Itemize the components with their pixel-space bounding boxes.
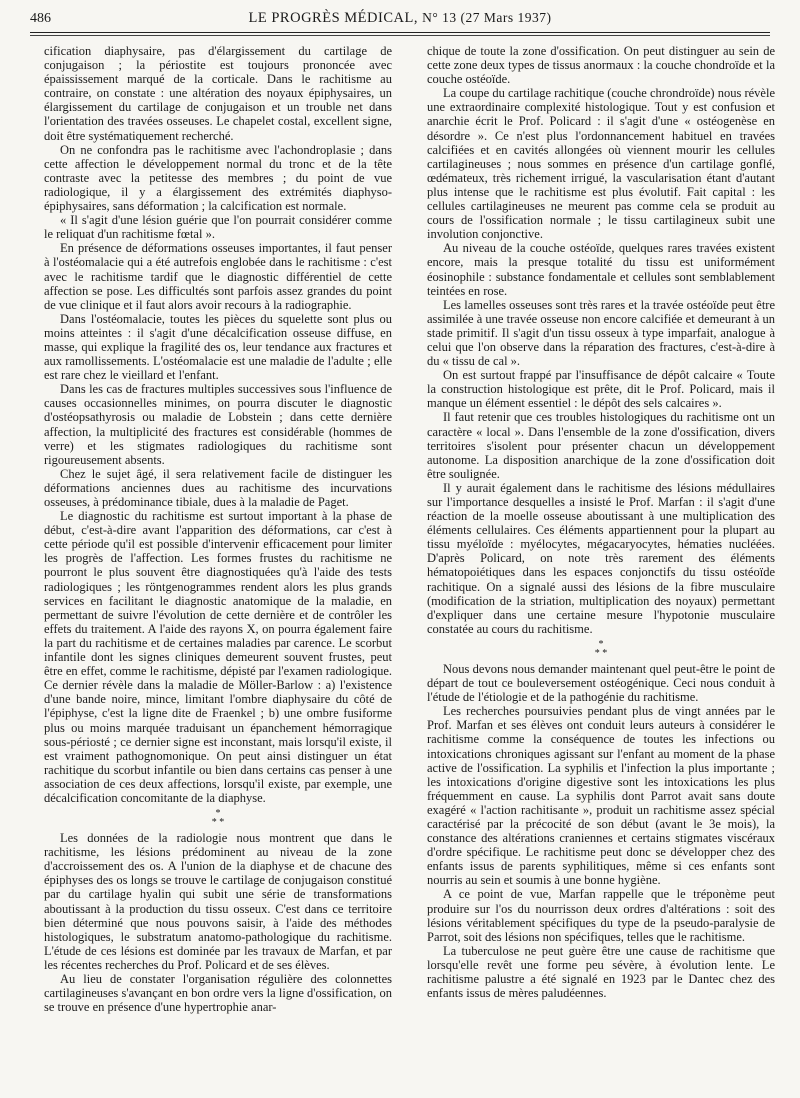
paragraph: Au lieu de constater l'organisation régulière des colonnettes cartilagineuses s'avançant en bon ordre vers la ligne d'ossification, on se trouve en présence d'une hypertrophie anar- bbox=[44, 972, 392, 1015]
section-separator: * * * bbox=[594, 638, 608, 659]
paragraph: Chez le sujet âgé, il sera relativement facile de distinguer les déformations anciennes dues au rachitisme des incurvations osseuses, à prédominance tibiale, dues à la maladie de Paget. bbox=[44, 466, 392, 509]
issue-info: N° 13 (27 Mars 1937) bbox=[422, 10, 552, 25]
paragraph: Au niveau de la couche ostéoïde, quelques rares travées existent encore, mais la presque totalité du tissu est uniformément éosinophile : substance fondamentale et cellules sont semblablement teintées en rose. bbox=[427, 241, 775, 298]
paragraph: Il y aurait également dans le rachitisme des lésions médullaires sur l'importance desquelles a insisté le Prof. Marfan : il s'agit d'une réaction de la moelle osseuse aboutissant à une multiplication des éléments cellulaires. Ces éléments appartiennent pour la plupart au tissu myéloïde : myélocytes, mégacaryocytes, hématies nucléées. D'après Policard, on note très rarement des éléments hématopoiétiques dans les espaces conjonctifs du tissu ostéoïde rachitique. On a signalé aussi des lésions de la fibre musculaire (modification de la striation, multiplication des noyaux) permettant d'expliquer dans une certaine mesure l'hypotonie musculaire constatée au cours du rachitisme. bbox=[427, 480, 775, 636]
paragraph: Les recherches poursuivies pendant plus de vingt années par le Prof. Marfan et ses élèves ont conduit leurs auteurs à considérer le rachitisme comme la conséquence de toutes les infections ou intoxications chroniques agissant sur l'enfant au moment de la phase active de l'ossification. La syphilis et l'infection la plus importante ; les intoxications d'origine digestive sont les intoxications les plus fréquemment en cause. La syphilis dont Parrot avait sans doute exagéré « l'action rachitisante », produit un rachitisme assez spécial caractérisé par la précocité de son début (avant le 3e mois), la constance des altérations craniennes et certains stigmates viscéraux d'ordre spécifique. Le rachitisme peut donc se développer chez des enfants issus de parents syphilitiques, même si ces enfants sont nourris au sein et soumis à une bonne hygiène. bbox=[427, 704, 775, 888]
paragraph: La coupe du cartilage rachitique (couche chrondroïde) nous révèle une extraordinaire complexité histologique. Tout y est confusion et anarchie écrit le Prof. Policard : il s'agit d'une « ostéogenèse en désordre ». Ce n'est plus l'ordonnancement habituel en travées calcifiées et en cavités allongées où viennent mourir les cellules cartilagineuses ; nous sommes en présence d'un cartilage gonflé, œdémateux, très richement irrigué, la vascularisation étant d'autant plus intense que le rachitisme est plus évolutif. Fait capital : les cellules cartilagineuses ne meurent pas comme cela se produit au cours de l'ossification normale ; le tissu cartilagineux subit une involution conjonctive. bbox=[427, 86, 775, 242]
paragraph: chique de toute la zone d'ossification. On peut distinguer au sein de cette zone deux types de tissus anormaux : la couche chondroïde et la couche ostéoïde. bbox=[427, 44, 775, 87]
paragraph: A ce point de vue, Marfan rappelle que le tréponème peut produire sur l'os du nourrisson deux ordres d'altérations : soit des lésions véritablement spécifiques du type de la pseudo-paralysie de Parrot, soit des lésions non spécifiques, telles que le rachitisme. bbox=[427, 887, 775, 944]
journal-name: LE PROGRÈS MÉDICAL, bbox=[248, 10, 418, 26]
paragraph: « Il s'agit d'une lésion guérie que l'on pourrait considérer comme le reliquat d'un rachitisme fœtal ». bbox=[44, 213, 392, 242]
left-column bbox=[44, 44, 392, 1014]
paragraph: Il faut retenir que ces troubles histologiques du rachitisme ont un caractère « local ». Dans l'ensemble de la zone d'ossification, divers territoires s'isolent pour présenter chacun un développement autonome. La disposition anarchique de la zone d'ossification doit être soulignée. bbox=[427, 410, 775, 481]
paragraph: Nous devons nous demander maintenant quel peut-être le point de départ de tout ce bouleversement ostéogénique. Ceci nous conduit à l'étude de l'étiologie et de la pathogénie du rachitisme. bbox=[427, 661, 775, 705]
paragraph: En présence de déformations osseuses importantes, il faut penser à l'ostéomalacie qui a été autrefois englobée dans le rachitisme : c'est avec le rachitisme tardif que le diagnostic différentiel de cette affection se pose. Les difficultés sont parfois assez grandes du point de vue clinique et il faut alors avoir recours à la radiographie. bbox=[44, 241, 392, 312]
paragraph: On est surtout frappé par l'insuffisance de dépôt calcaire « Toute la construction histologique est prête, dit le Prof. Policard, mais il manque un élément essentiel : le dépôt des sels calcaires ». bbox=[427, 368, 775, 411]
paragraph: cification diaphysaire, pas d'élargissement du cartilage de conjugaison ; la périostite est toujours prononcée avec épaississement marqué de la corticale. Dans le rachitisme au contraire, on constate : une altération des noyaux épiphysaires, un élargissement du cartilage de conjugaison et un trouble net dans l'orientation des travées osseuses. Le chapelet costal, excellent signe, doit être systématiquement recherché. bbox=[44, 44, 392, 143]
section-separator: * * * bbox=[211, 808, 225, 829]
paragraph: La tuberculose ne peut guère être une cause de rachitisme que lorsqu'elle revêt une forme peu sévère, à évolution lente. Le rachitisme palustre a été signalé en 1923 par le Dantec chez des enfants issus de mères paludéennes. bbox=[427, 943, 775, 1001]
paragraph: On ne confondra pas le rachitisme avec l'achondroplasie ; dans cette affection le développement normal du tronc et de la tête contraste avec la petitesse des membres ; du point de vue radiologique, il y a élargissement des extrémités diaphyso-épiphysaires, sans déformation ; la calcification est normale. bbox=[44, 142, 392, 214]
right-column bbox=[427, 44, 775, 1000]
paragraph: Les données de la radiologie nous montrent que dans le rachitisme, les lésions prédominent au niveau de la zone d'accroissement des os. A l'union de la diaphyse et de chacune des épiphyses des os longs se trouve le cartilage de conjugaison constitué par du cartilage hyalin qui subit une série de transformations aboutissant à la production du tissu osseux. C'est dans ce territoire bien déterminé que nous pouvons saisir, à l'aide des méthodes histologiques, le substratum anatomo-pathologique du rachitisme. L'étude de ces lésions est dominée par les travaux de Marfan, et par les récentes recherches du Prof. Policard et de ses élèves. bbox=[44, 831, 392, 972]
running-title bbox=[90, 10, 710, 27]
page-header bbox=[30, 10, 770, 32]
paragraph: Les lamelles osseuses sont très rares et la travée ostéoïde peut être assimilée à une travée osseuse non encore calcifiée et demeurant à un stade primitif. Il s'agit d'un tissu osseux à type imparfait, analogue à celui que l'on observe dans la réparation des fractures, c'est-à-dire à du « tissu de cal ». bbox=[427, 297, 775, 369]
paragraph: Dans les cas de fractures multiples successives sous l'influence de causes occasionnelles minimes, on pourra discuter le diagnostic d'ostéopsathyrosis ou maladie de Lobstein ; dans cette dernière affection, la multiplicité des fractures est considérable (hommes de verre) et les stigmates radiologiques du rachitisme sont rigoureusement absents. bbox=[44, 382, 392, 467]
page-number: 486 bbox=[30, 11, 51, 26]
paragraph: Dans l'ostéomalacie, toutes les pièces du squelette sont plus ou moins atteintes : il s'agit d'une décalcification osseuse diffuse, en masse, qui explique la fragilité des os, leur tendance aux fractures et aux ramollissements. L'ostéomalacie est une maladie de l'adulte ; elle est rare chez le vieillard et l'enfant. bbox=[44, 311, 392, 383]
paragraph: Le diagnostic du rachitisme est surtout important à la phase de début, c'est-à-dire avant l'apparition des déformations, car c'est à cette période qu'il est possible d'intervenir efficacement pour limiter les progrès de l'affection. Les formes frustes du rachitisme ne pourront le plus souvent être diagnostiquées qu'à l'aide des tests radiologiques ; les röntgenogrammes rendent alors les plus grands services en facilitant le diagnostic anatomique de la maladie, en permettant de suivre l'évolution de cette dernière et de contrôler les effets du traitement. A l'aide des rayons X, on pourra également faire la part du rachitisme et de certaines maladies par carence. Le scorbut infantile dont les signes cliniques demeurent souvent frustes, peut être en effet, comme le rachitisme, dépisté par l'examen radiologique. Ce dernier révèle dans la maladie de Möller-Barlow : a) l'existence d'une bande noire, mince, limitant l'ombre diaphysaire du côté de l'épiphyse, c'est la ligne dite de Fraenkel ; b) une ombre fusiforme plus ou moins marquée traduisant un épanchement hémorragique sous-périosté ; ce dernier signe est inconstant, mais lorsqu'il existe, il est vraiment pathognomonique. On peut ainsi distinguer un état rachitique du scorbut infantile ou bien dans certains cas penser à une association de ces deux affections, lorsqu'il existe, par exemple, une décalcification concomitante de la diaphyse. bbox=[44, 509, 392, 805]
header-rule bbox=[30, 32, 770, 33]
header-rule-thin bbox=[30, 35, 770, 36]
